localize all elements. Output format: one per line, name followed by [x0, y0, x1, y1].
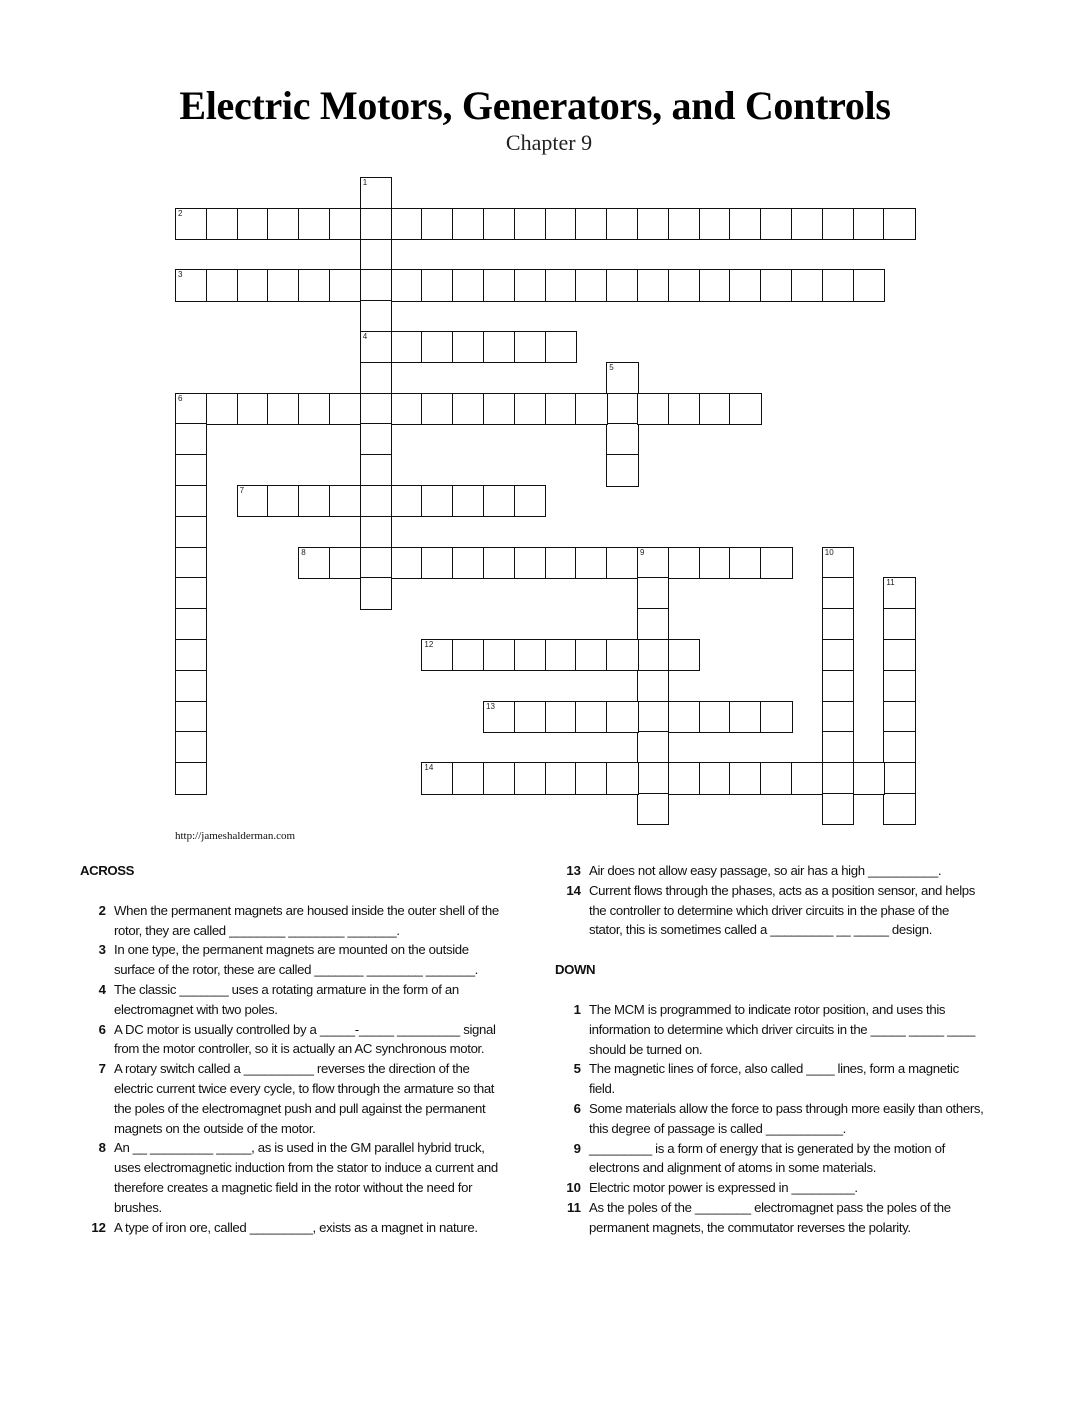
- clue-item: [555, 1000, 985, 1059]
- crossword-cell[interactable]: [575, 762, 607, 794]
- crossword-cell[interactable]: [637, 208, 669, 240]
- crossword-cell[interactable]: [175, 670, 207, 702]
- across-heading: ACROSS: [80, 863, 135, 878]
- clue-number: 7: [239, 486, 245, 495]
- crossword-cell[interactable]: [606, 454, 638, 486]
- crossword-cell[interactable]: [514, 639, 546, 671]
- crossword-cell[interactable]: [452, 485, 484, 517]
- crossword-cell[interactable]: [175, 639, 207, 671]
- crossword-cell[interactable]: [267, 269, 299, 301]
- crossword-cell[interactable]: [853, 208, 885, 240]
- crossword-cell[interactable]: [791, 269, 823, 301]
- across-clue-list-continued: [555, 861, 985, 940]
- crossword-cell[interactable]: [483, 701, 515, 733]
- crossword-cell[interactable]: [298, 269, 330, 301]
- crossword-cell[interactable]: [483, 269, 515, 301]
- crossword-cell[interactable]: [883, 731, 915, 763]
- crossword-cell[interactable]: [298, 208, 330, 240]
- crossword-cell[interactable]: [452, 331, 484, 363]
- clue-number: 8: [301, 547, 306, 557]
- crossword-cell[interactable]: [606, 393, 638, 425]
- clue-item-number: 13: [566, 863, 581, 878]
- across-clue-list: [80, 901, 500, 1238]
- crossword-cell[interactable]: [575, 269, 607, 301]
- crossword-cell[interactable]: [575, 639, 607, 671]
- crossword-cell[interactable]: [175, 516, 207, 548]
- crossword-cell[interactable]: [637, 547, 669, 579]
- crossword-cell[interactable]: [391, 269, 423, 301]
- crossword-cell[interactable]: [853, 269, 885, 301]
- crossword-cell[interactable]: [637, 762, 669, 794]
- crossword-cell[interactable]: [791, 762, 823, 794]
- crossword-cell[interactable]: [175, 762, 207, 794]
- crossword-cell[interactable]: [360, 331, 392, 363]
- crossword-cell[interactable]: [822, 701, 854, 733]
- crossword-cell[interactable]: [175, 393, 207, 425]
- clue-item: [555, 1178, 985, 1198]
- crossword-cell[interactable]: [329, 547, 361, 579]
- crossword-cell[interactable]: [637, 731, 669, 763]
- crossword-cell[interactable]: [514, 269, 546, 301]
- crossword-cell[interactable]: [483, 547, 515, 579]
- crossword-cell[interactable]: [637, 577, 669, 609]
- clue-number: 4: [362, 332, 368, 341]
- crossword-cell[interactable]: [175, 701, 207, 733]
- clue-item: [80, 1138, 500, 1217]
- crossword-cell[interactable]: [822, 208, 854, 240]
- crossword-cell[interactable]: [360, 208, 392, 240]
- crossword-cell[interactable]: [699, 393, 731, 425]
- crossword-cell[interactable]: [514, 485, 546, 517]
- crossword-cell[interactable]: [514, 331, 546, 363]
- crossword-cell[interactable]: [298, 485, 330, 517]
- crossword-cell[interactable]: [360, 423, 392, 455]
- crossword-cell[interactable]: [575, 547, 607, 579]
- clue-item-text: A DC motor is usually controlled by a _____-_____ _________ signal from the motor controller, so it is actually an AC synchronous motor.: [114, 1021, 496, 1057]
- crossword-cell[interactable]: [637, 701, 669, 733]
- crossword-cell[interactable]: [637, 639, 669, 671]
- crossword-cell[interactable]: [822, 608, 854, 640]
- clue-item-text: _________ is a form of energy that is generated by the motion of electrons and alignment of atoms in some materials.: [589, 1140, 945, 1176]
- clue-item: [555, 861, 985, 881]
- clue-number: 6: [178, 393, 183, 403]
- crossword-cell[interactable]: [545, 269, 577, 301]
- crossword-cell[interactable]: [822, 639, 854, 671]
- crossword-cell[interactable]: [760, 762, 792, 794]
- crossword-cell[interactable]: [360, 516, 392, 548]
- crossword-cell[interactable]: [267, 393, 299, 425]
- crossword-cell[interactable]: [421, 331, 453, 363]
- crossword-cell[interactable]: [483, 762, 515, 794]
- crossword-cell[interactable]: [883, 762, 915, 794]
- crossword-cell[interactable]: [822, 670, 854, 702]
- clue-number: 3: [178, 270, 183, 280]
- clue-item-number: 2: [98, 902, 106, 918]
- crossword-cell[interactable]: [175, 731, 207, 763]
- crossword-cell[interactable]: [575, 701, 607, 733]
- crossword-cell[interactable]: [391, 393, 423, 425]
- crossword-cell[interactable]: [514, 701, 546, 733]
- crossword-cell[interactable]: [822, 762, 854, 794]
- crossword-cell[interactable]: [606, 362, 638, 394]
- clue-item-number: 12: [91, 1219, 106, 1235]
- crossword-cell[interactable]: [668, 208, 700, 240]
- clue-item-number: 5: [573, 1061, 581, 1077]
- clue-number: 12: [424, 640, 434, 649]
- crossword-cell[interactable]: [329, 393, 361, 425]
- clue-item-text: As the poles of the ________ electromagnet pass the poles of the permanent magnets, the commutator reverses the polarity.: [589, 1199, 951, 1235]
- clue-number: 5: [609, 362, 614, 372]
- clue-item: [555, 1139, 985, 1179]
- crossword-cell[interactable]: [175, 547, 207, 579]
- crossword-cell[interactable]: [206, 269, 238, 301]
- crossword-cell[interactable]: [175, 577, 207, 609]
- crossword-cell[interactable]: [421, 208, 453, 240]
- crossword-cell[interactable]: [668, 547, 700, 579]
- crossword-cell[interactable]: [637, 670, 669, 702]
- crossword-cell[interactable]: [514, 762, 546, 794]
- clue-number: 1: [362, 178, 368, 187]
- clue-item: [555, 881, 985, 940]
- clues-right-column: [555, 861, 985, 1238]
- crossword-cell[interactable]: [668, 701, 700, 733]
- crossword-cell[interactable]: [606, 547, 638, 579]
- crossword-cell[interactable]: [514, 547, 546, 579]
- clue-item-text: Current flows through the phases, acts as a position sensor, and helps the controller to determine which driver circuits in the phase of the stator, this is sometimes called a _________ __ _____ design.: [589, 882, 976, 938]
- clue-item-text: The MCM is programmed to indicate rotor position, and uses this information to determine which driver circuits in the _____ _____ ____ should be turned on.: [589, 1001, 976, 1057]
- crossword-cell[interactable]: [237, 269, 269, 301]
- clue-number: 9: [640, 547, 645, 557]
- crossword-cell[interactable]: [421, 762, 453, 794]
- crossword-cell[interactable]: [514, 208, 546, 240]
- crossword-cell[interactable]: [883, 701, 915, 733]
- crossword-cell[interactable]: [637, 608, 669, 640]
- clue-item-number: 6: [98, 1021, 106, 1037]
- crossword-cell[interactable]: [452, 547, 484, 579]
- crossword-cell[interactable]: [545, 331, 577, 363]
- clue-item: [80, 1218, 500, 1238]
- crossword-cell[interactable]: [729, 208, 761, 240]
- crossword-cell[interactable]: [668, 762, 700, 794]
- crossword-cell[interactable]: [606, 208, 638, 240]
- crossword-cell[interactable]: [668, 269, 700, 301]
- crossword-cell[interactable]: [360, 547, 392, 579]
- crossword-cell[interactable]: [883, 608, 915, 640]
- crossword-cell[interactable]: [237, 208, 269, 240]
- clue-number: 11: [886, 578, 895, 588]
- crossword-cell[interactable]: [791, 208, 823, 240]
- crossword-cell[interactable]: [452, 269, 484, 301]
- crossword-cell[interactable]: [883, 639, 915, 671]
- crossword-cell[interactable]: [545, 762, 577, 794]
- crossword-cell[interactable]: [360, 577, 392, 609]
- clue-item-number: 9: [573, 1140, 581, 1156]
- crossword-cell[interactable]: [606, 423, 638, 455]
- crossword-cell[interactable]: [421, 547, 453, 579]
- crossword-cell[interactable]: [853, 762, 885, 794]
- crossword-cell[interactable]: [883, 670, 915, 702]
- crossword-cell[interactable]: [391, 331, 423, 363]
- crossword-cell[interactable]: [606, 701, 638, 733]
- clue-item: [80, 980, 500, 1020]
- clue-item-text: Some materials allow the force to pass through more easily than others, this degree of passage is called ___________.: [589, 1100, 984, 1136]
- crossword-cell[interactable]: [391, 208, 423, 240]
- clue-item-number: 7: [98, 1061, 106, 1077]
- crossword-cell[interactable]: [668, 639, 700, 671]
- page-title: Electric Motors, Generators, and Controls: [179, 83, 891, 128]
- clue-item-number: 4: [98, 981, 106, 997]
- clue-item-text: The classic _______ uses a rotating armature in the form of an electromagnet with two poles.: [114, 981, 459, 1017]
- crossword-cell[interactable]: [729, 269, 761, 301]
- crossword-cell[interactable]: [421, 639, 453, 671]
- clue-item: [80, 1059, 500, 1138]
- crossword-cell[interactable]: [545, 547, 577, 579]
- crossword-cell[interactable]: [760, 269, 792, 301]
- clue-number: 10: [824, 547, 834, 557]
- crossword-cell[interactable]: [637, 793, 669, 825]
- crossword-cell[interactable]: [206, 208, 238, 240]
- down-clue-list: [555, 1000, 985, 1238]
- clue-item: [80, 940, 500, 980]
- crossword-cell[interactable]: [545, 393, 577, 425]
- clue-item-text: In one type, the permanent magnets are mounted on the outside surface of the rotor, these are called _______ ________ _______.: [114, 942, 478, 978]
- crossword-cell[interactable]: [206, 393, 238, 425]
- page-subtitle: Chapter 9: [505, 130, 593, 155]
- clue-item-number: 11: [567, 1199, 581, 1215]
- crossword-cell[interactable]: [483, 485, 515, 517]
- crossword-cell[interactable]: [421, 485, 453, 517]
- crossword-cell[interactable]: [699, 269, 731, 301]
- crossword-cell[interactable]: [267, 208, 299, 240]
- crossword-cell[interactable]: [360, 454, 392, 486]
- crossword-cell[interactable]: [575, 393, 607, 425]
- crossword-cell[interactable]: [175, 608, 207, 640]
- crossword-cell[interactable]: [545, 701, 577, 733]
- clue-item-number: 14: [566, 882, 581, 898]
- crossword-cell[interactable]: [360, 269, 392, 301]
- crossword-cell[interactable]: [883, 577, 915, 609]
- crossword-cell[interactable]: [298, 393, 330, 425]
- crossword-cell[interactable]: [175, 485, 207, 517]
- crossword-cell[interactable]: [298, 547, 330, 579]
- crossword-cell[interactable]: [360, 300, 392, 332]
- crossword-cell[interactable]: [360, 362, 392, 394]
- crossword-cell[interactable]: [699, 208, 731, 240]
- clue-item: [80, 901, 500, 941]
- crossword-cell[interactable]: [360, 485, 392, 517]
- crossword-cell[interactable]: [175, 454, 207, 486]
- crossword-cell[interactable]: [545, 208, 577, 240]
- crossword-cell[interactable]: [483, 208, 515, 240]
- clue-item-text: Electric motor power is expressed in _________.: [589, 1180, 858, 1196]
- crossword-cell[interactable]: [883, 208, 915, 240]
- crossword-cell[interactable]: [699, 547, 731, 579]
- crossword-cell[interactable]: [360, 177, 392, 209]
- crossword-cell[interactable]: [883, 793, 915, 825]
- clue-number: 14: [424, 763, 434, 773]
- crossword-cell[interactable]: [760, 547, 792, 579]
- crossword-cell[interactable]: [360, 393, 392, 425]
- crossword-cell[interactable]: [483, 393, 515, 425]
- crossword-cell[interactable]: [175, 208, 207, 240]
- crossword-cell[interactable]: [668, 393, 700, 425]
- clue-number: 13: [486, 701, 495, 711]
- crossword-cell[interactable]: [267, 485, 299, 517]
- crossword-cell[interactable]: [237, 485, 269, 517]
- crossword-cell[interactable]: [637, 269, 669, 301]
- crossword-cell[interactable]: [452, 639, 484, 671]
- down-heading: DOWN: [555, 962, 596, 978]
- crossword-cell[interactable]: [822, 731, 854, 763]
- crossword-cell[interactable]: [421, 269, 453, 301]
- crossword-cell[interactable]: [452, 762, 484, 794]
- crossword-cell[interactable]: [329, 208, 361, 240]
- crossword-cell[interactable]: [822, 269, 854, 301]
- crossword-cell[interactable]: [729, 701, 761, 733]
- crossword-cell[interactable]: [421, 393, 453, 425]
- crossword-cell[interactable]: [452, 393, 484, 425]
- crossword-cell[interactable]: [483, 331, 515, 363]
- crossword-cell[interactable]: [699, 701, 731, 733]
- clue-item-text: A type of iron ore, called _________, exists as a magnet in nature.: [114, 1219, 478, 1235]
- crossword-cell[interactable]: [175, 423, 207, 455]
- crossword-cell[interactable]: [699, 762, 731, 794]
- crossword-cell[interactable]: [637, 393, 669, 425]
- crossword-cell[interactable]: [729, 547, 761, 579]
- crossword-cell[interactable]: [391, 547, 423, 579]
- crossword-cell[interactable]: [822, 547, 854, 579]
- clue-item-number: 3: [98, 942, 106, 958]
- crossword-cell[interactable]: [729, 762, 761, 794]
- clue-item-number: 1: [573, 1001, 581, 1017]
- crossword-cell[interactable]: [514, 393, 546, 425]
- crossword-cell[interactable]: [329, 485, 361, 517]
- source-url: http://jameshalderman.com: [175, 830, 296, 842]
- crossword-cell[interactable]: [237, 393, 269, 425]
- crossword-cell[interactable]: [760, 208, 792, 240]
- crossword-cell[interactable]: [545, 639, 577, 671]
- clue-item-number: 10: [566, 1180, 581, 1196]
- crossword-cell[interactable]: [452, 208, 484, 240]
- clues-left-column: [80, 861, 500, 1237]
- clue-item: [555, 1198, 985, 1238]
- crossword-cell[interactable]: [175, 269, 207, 301]
- crossword-cell[interactable]: [606, 762, 638, 794]
- clue-item: [80, 1020, 500, 1060]
- clue-item-text: When the permanent magnets are housed inside the outer shell of the rotor, they are called ________ ________ _______.: [114, 902, 499, 938]
- crossword-cell[interactable]: [391, 485, 423, 517]
- crossword-cell[interactable]: [360, 239, 392, 271]
- clue-item-number: 8: [98, 1140, 106, 1156]
- crossword-cell[interactable]: [483, 639, 515, 671]
- clue-item: [555, 1099, 985, 1139]
- clue-item: [555, 1059, 985, 1099]
- clue-number: 2: [178, 208, 183, 218]
- crossword-cell[interactable]: [606, 269, 638, 301]
- crossword-cell[interactable]: [329, 269, 361, 301]
- clue-item-number: 6: [573, 1100, 581, 1116]
- clue-item-text: An __ _________ _____, as is used in the GM parallel hybrid truck, uses electromagnetic induction from the stator to induce a current and therefore creates a magnetic field in the rotor without the need for brushes.: [114, 1140, 498, 1215]
- crossword-cell[interactable]: [575, 208, 607, 240]
- crossword-cell[interactable]: [822, 793, 854, 825]
- clue-item-text: A rotary switch called a __________ reverses the direction of the electric current twice every cycle, to flow through the armature so that the poles of the electromagnet push and pull against the permanent magnets on the outside of the motor.: [114, 1061, 495, 1136]
- crossword-cell[interactable]: [729, 393, 761, 425]
- crossword-cell[interactable]: [822, 577, 854, 609]
- clue-item-text: Air does not allow easy passage, so air has a high __________.: [589, 863, 942, 878]
- crossword-cell[interactable]: [606, 639, 638, 671]
- crossword-cell[interactable]: [760, 701, 792, 733]
- clue-item-text: The magnetic lines of force, also called ____ lines, form a magnetic field.: [589, 1061, 959, 1097]
